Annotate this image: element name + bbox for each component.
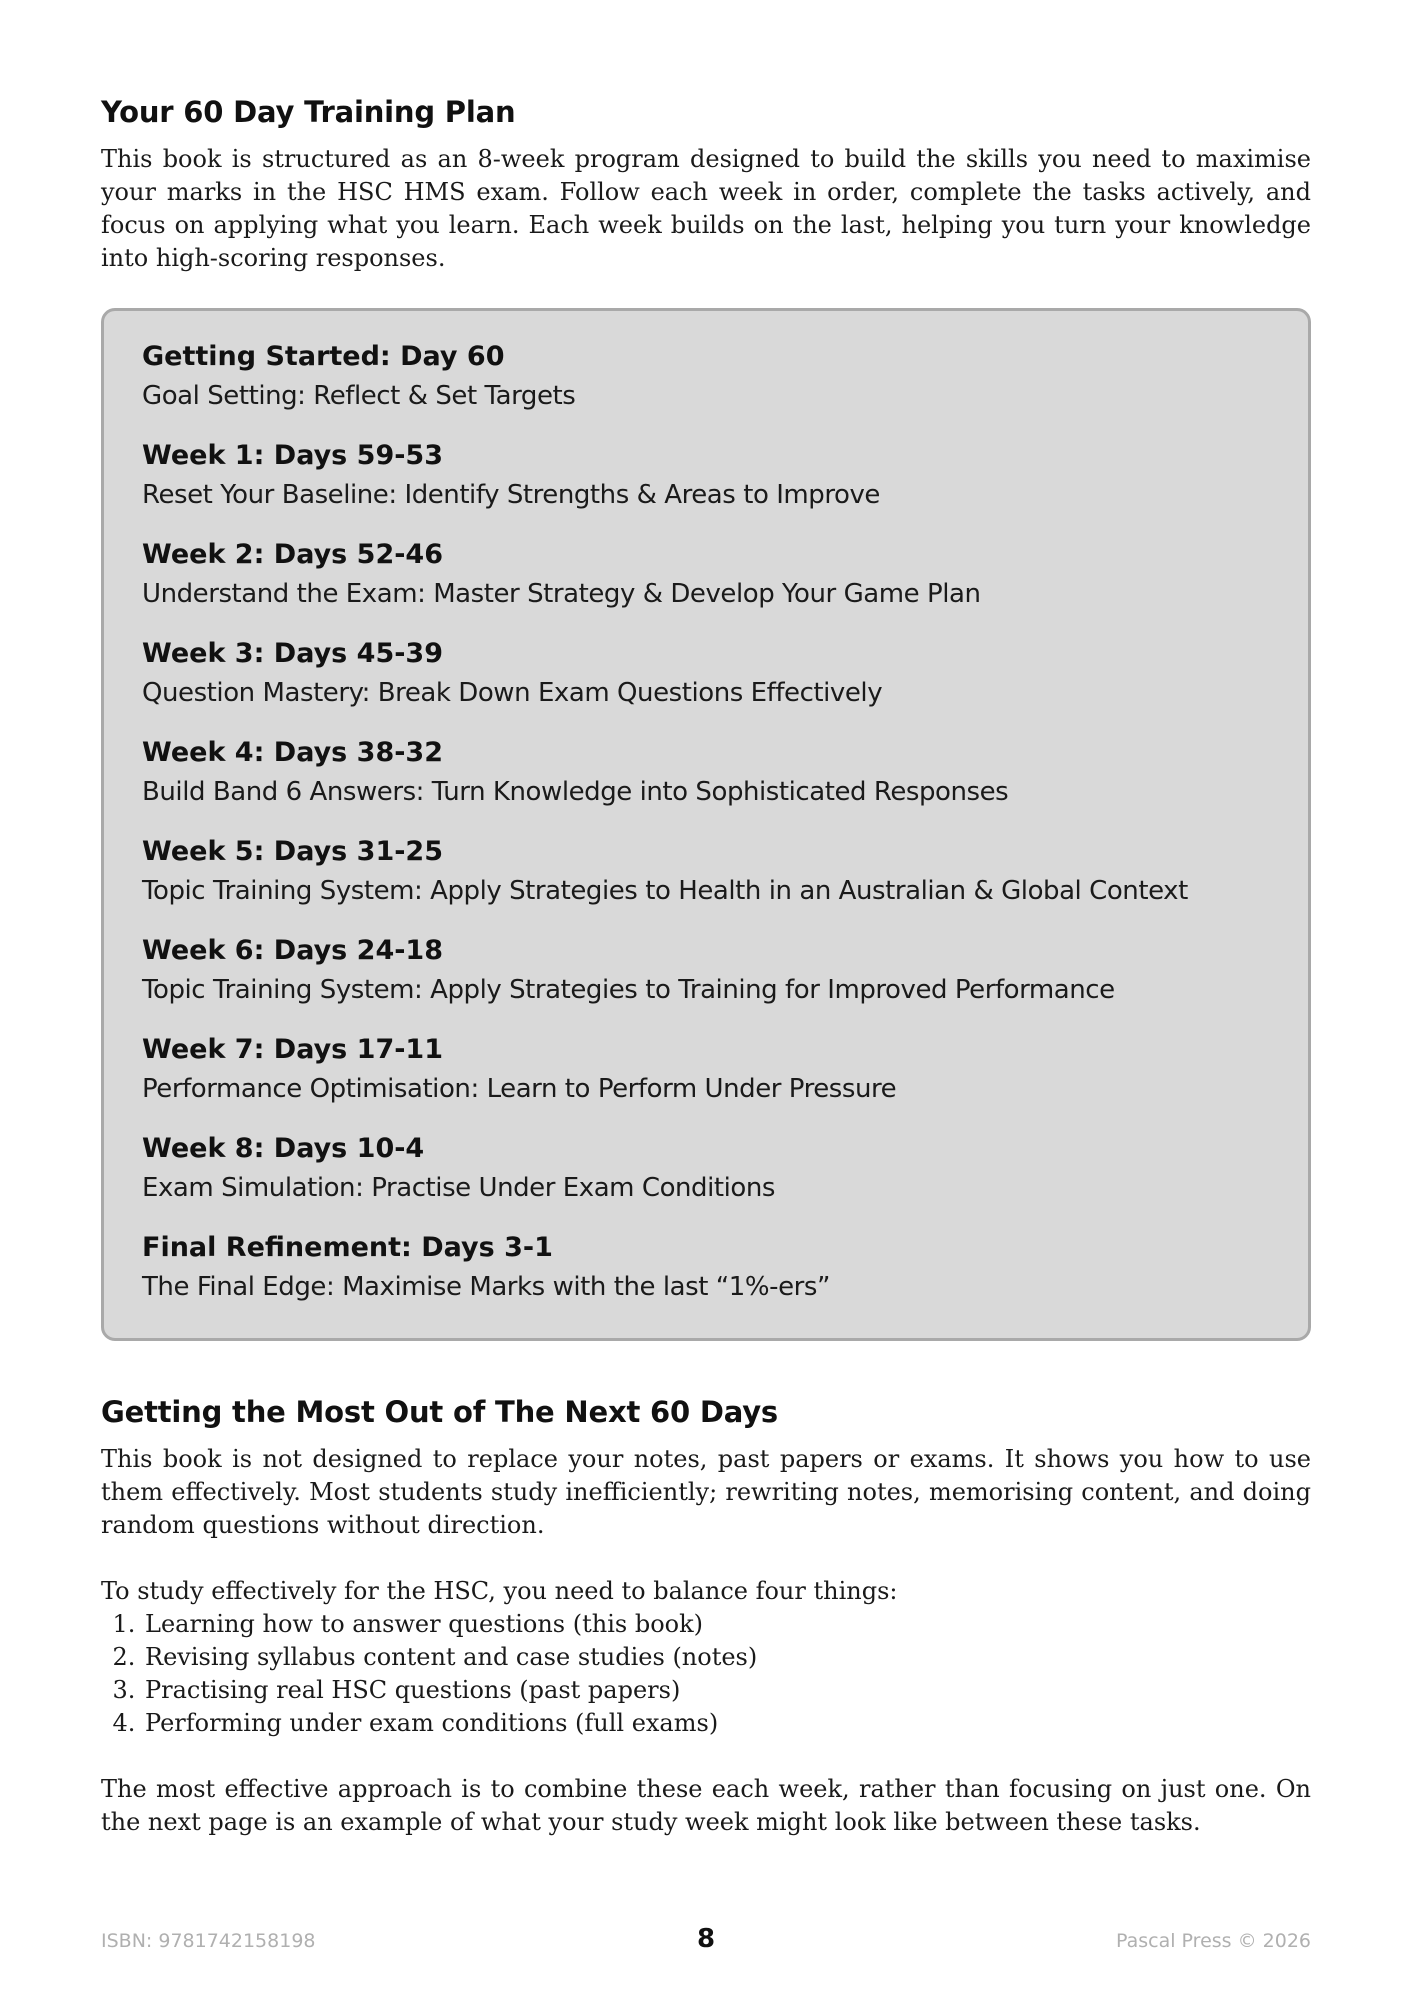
plan-item-heading: Final Refinement: Days 3-1 <box>142 1232 553 1263</box>
plan-item-heading: Week 1: Days 59-53 <box>142 440 444 471</box>
paragraph-spacer <box>101 1542 1311 1575</box>
plan-item-description: Question Mastery: Break Down Exam Questions Effectively <box>142 678 883 708</box>
section-title-getting-most-out: Getting the Most Out of The Next 60 Days <box>101 1395 778 1429</box>
plan-item-heading: Week 6: Days 24-18 <box>142 935 444 966</box>
list-item: 3. Practising real HSC questions (past papers) <box>143 1674 1311 1707</box>
plan-item-description: Goal Setting: Reflect & Set Targets <box>142 381 576 411</box>
section-title-training-plan: Your 60 Day Training Plan <box>101 95 516 129</box>
training-plan-box <box>101 308 1311 1341</box>
paragraph-not-replace-notes: This book is not designed to replace your notes, past papers or exams. It shows you how to use them effectively. Most students study inefficiently; rewriting notes, memorising content, and doing random questions without direction. <box>101 1445 1311 1539</box>
plan-item-heading: Week 4: Days 38-32 <box>142 737 444 768</box>
plan-item-description: Build Band 6 Answers: Turn Knowledge into Sophisticated Responses <box>142 777 1009 807</box>
paragraph-spacer <box>101 1740 1311 1773</box>
plan-item-heading: Week 2: Days 52-46 <box>142 539 444 570</box>
plan-item-heading: Week 3: Days 45-39 <box>142 638 444 669</box>
four-things-list <box>101 1608 1311 1740</box>
plan-item-week-7 <box>142 1030 1290 1109</box>
list-item: 1. Learning how to answer questions (this book) <box>143 1608 1311 1641</box>
paragraph-four-things: To study effectively for the HSC, you need to balance four things: <box>101 1577 898 1605</box>
footer-isbn: ISBN: 9781742158198 <box>101 1930 316 1952</box>
plan-item-week-5 <box>142 832 1290 911</box>
plan-item-heading: Week 8: Days 10-4 <box>142 1133 425 1164</box>
footer-page-number: 8 <box>696 1924 716 1954</box>
plan-item-getting-started <box>142 337 1290 416</box>
plan-item-description: Topic Training System: Apply Strategies to Training for Improved Performance <box>142 975 1115 1005</box>
plan-item-week-6 <box>142 931 1290 1010</box>
plan-item-description: The Final Edge: Maximise Marks with the last “1%-ers” <box>142 1272 830 1302</box>
plan-item-week-4 <box>142 733 1290 812</box>
plan-item-week-3 <box>142 634 1290 713</box>
list-item: 4. Performing under exam conditions (full exams) <box>143 1707 1311 1740</box>
list-item: 2. Revising syllabus content and case studies (notes) <box>143 1641 1311 1674</box>
plan-item-description: Exam Simulation: Practise Under Exam Conditions <box>142 1173 775 1203</box>
footer-copyright: Pascal Press © 2026 <box>1116 1930 1311 1952</box>
plan-item-heading: Getting Started: Day 60 <box>142 341 505 372</box>
plan-item-week-1 <box>142 436 1290 515</box>
plan-item-description: Performance Optimisation: Learn to Perform Under Pressure <box>142 1074 897 1104</box>
section-getting-most-out <box>101 1395 1311 1839</box>
plan-item-description: Reset Your Baseline: Identify Strengths & Areas to Improve <box>142 480 880 510</box>
plan-item-final-refinement <box>142 1228 1290 1307</box>
plan-item-description: Topic Training System: Apply Strategies to Health in an Australian & Global Context <box>142 876 1188 906</box>
plan-item-week-8 <box>142 1129 1290 1208</box>
page-footer <box>101 1924 1311 1960</box>
plan-item-heading: Week 5: Days 31-25 <box>142 836 444 867</box>
plan-item-week-2 <box>142 535 1290 614</box>
page-content <box>101 95 1311 1839</box>
plan-item-description: Understand the Exam: Master Strategy & Develop Your Game Plan <box>142 579 981 609</box>
plan-item-heading: Week 7: Days 17-11 <box>142 1034 444 1065</box>
paragraph-effective-approach: The most effective approach is to combine these each week, rather than focusing on just one. On the next page is an example of what your study week might look like between these tasks. <box>101 1775 1311 1836</box>
intro-paragraph: This book is structured as an 8-week program designed to build the skills you need to maximise your marks in the HSC HMS exam. Follow each week in order, complete the tasks actively, and focus on applying what you learn. Each week builds on the last, helping you turn your knowledge into high-scoring responses. <box>101 145 1311 272</box>
